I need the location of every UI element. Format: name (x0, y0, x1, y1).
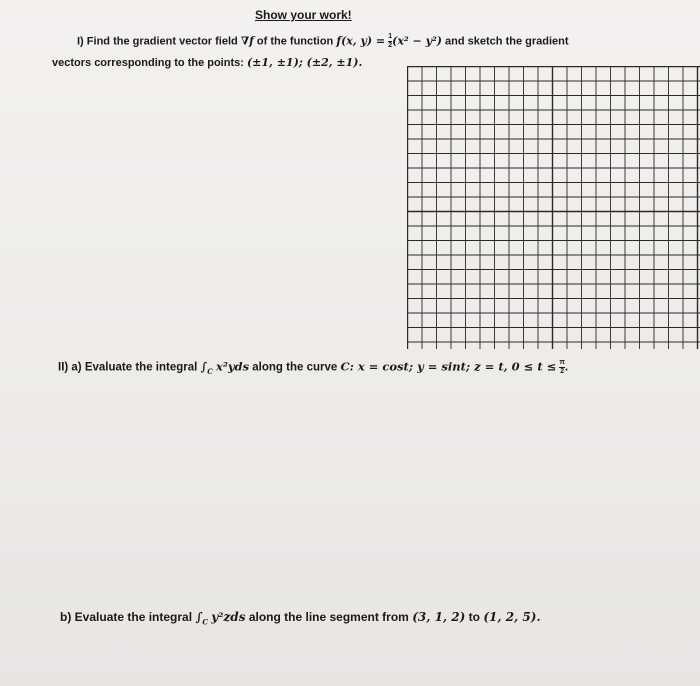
question-1-text-after: and sketch the gradient (445, 35, 569, 48)
integral-subscript: C (207, 366, 213, 376)
segment-end: (1, 2, 5). (483, 610, 541, 624)
integral-symbol: ∫ (200, 359, 208, 374)
gradient-symbol: ∇f (240, 34, 254, 48)
question-1-line-1 (77, 33, 569, 50)
curve-definition: C: x = cost; y = sint; z = t, 0 ≤ t ≤ (340, 359, 557, 374)
fraction-denominator: 2 (388, 42, 393, 49)
question-1-line-2 (52, 56, 362, 69)
question-1-points: (±1, ±1); (±2, ±1). (246, 56, 363, 69)
function-lhs: f(x, y) = (336, 34, 386, 48)
question-2a (58, 359, 568, 376)
question-2b-text-before: Evaluate the integral (74, 610, 193, 624)
question-1-text-before: Find the gradient vector field (86, 35, 238, 48)
integral-symbol: ∫ (195, 610, 203, 624)
question-2a-label: II) a) (58, 361, 82, 374)
page-heading: Show your work! (255, 8, 352, 22)
fraction-numerator: π (559, 359, 565, 366)
fraction-numerator: 1 (388, 33, 393, 40)
question-1-points-text: vectors corresponding to the points: (52, 57, 244, 69)
question-2b-text-middle: along the line segment from (248, 610, 409, 624)
integral-subscript: C (202, 617, 208, 627)
segment-to-word: to (468, 610, 480, 624)
question-1-text-middle: of the function (256, 35, 334, 48)
question-2a-text-before: Evaluate the integral (84, 361, 198, 374)
fraction-denominator: 2 (560, 368, 565, 375)
integrand: x²yds (215, 359, 250, 374)
question-1-label: I) (77, 35, 84, 48)
function-expression: (x² − y²) (392, 34, 442, 48)
segment-start: (3, 1, 2) (412, 610, 466, 624)
graph-paper-grid (407, 66, 700, 349)
question-2b (60, 610, 541, 626)
question-2a-end: . (564, 361, 569, 374)
question-2b-label: b) (60, 610, 72, 624)
integrand: y²zds (211, 610, 246, 624)
question-2a-text-middle: along the curve (252, 361, 338, 374)
